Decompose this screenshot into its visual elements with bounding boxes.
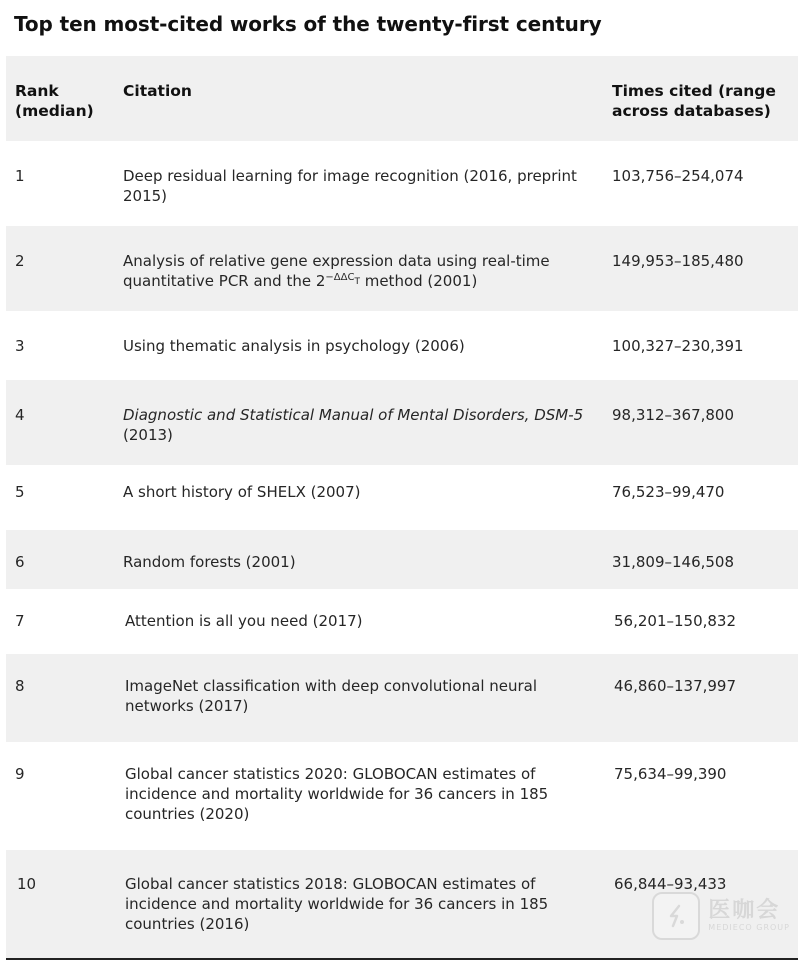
citation-text: Analysis of relative gene expression data using real-time quantitative PCR and the 2 xyxy=(123,252,550,290)
citation-italic-title: Diagnostic and Statistical Manual of Mental Disorders, DSM-5 xyxy=(123,406,584,424)
watermark xyxy=(652,892,790,940)
citation-cell: A short history of SHELX (2007) xyxy=(113,465,603,530)
watermark-main-text: 医咖会 xyxy=(708,898,781,923)
table-row xyxy=(6,380,798,465)
citation-cell: Global cancer statistics 2018: GLOBOCAN estimates of incidence and mortality worldwide for 36 cancers in 185 countries (2016) xyxy=(113,850,603,959)
medieco-logo-icon xyxy=(652,892,700,940)
times-cited-cell: 149,953–185,480 xyxy=(603,226,798,311)
rank-cell: 10 xyxy=(6,850,113,959)
header-rank xyxy=(6,56,113,141)
citation-superscript: −ΔΔCT xyxy=(325,272,360,287)
citation-cell: Deep residual learning for image recognition (2016, preprint 2015) xyxy=(113,141,603,226)
citation-cell: ImageNet classification with deep convolutional neural networks (2017) xyxy=(113,654,603,742)
times-cited-cell: 75,634–99,390 xyxy=(603,742,798,850)
rank-cell: 1 xyxy=(6,141,113,226)
citation-cell: Using thematic analysis in psychology (2006) xyxy=(113,311,603,380)
times-cited-cell: 31,809–146,508 xyxy=(603,530,798,589)
watermark-text xyxy=(708,899,790,933)
citation-cell: Random forests (2001) xyxy=(113,530,603,589)
header-times-cited xyxy=(603,56,798,141)
rank-cell: 4 xyxy=(6,380,113,465)
table-row xyxy=(6,226,798,311)
rank-cell: 9 xyxy=(6,742,113,850)
times-cited-cell: 66,844–93,433 xyxy=(603,850,798,959)
table-row xyxy=(6,465,798,530)
header-times-line2: across databases) xyxy=(612,102,771,120)
citation-cell xyxy=(113,226,603,311)
times-cited-cell: 100,327–230,391 xyxy=(603,311,798,380)
rank-cell: 2 xyxy=(6,226,113,311)
rank-cell: 5 xyxy=(6,465,113,530)
table-row xyxy=(6,141,798,226)
header-citation: Citation xyxy=(113,56,603,141)
table-row xyxy=(6,742,798,850)
table-row xyxy=(6,311,798,380)
times-cited-cell: 98,312–367,800 xyxy=(603,380,798,465)
rank-cell: 3 xyxy=(6,311,113,380)
header-rank-line1: Rank xyxy=(15,82,59,100)
times-cited-cell: 76,523–99,470 xyxy=(603,465,798,530)
times-cited-cell: 46,860–137,997 xyxy=(603,654,798,742)
rank-cell: 6 xyxy=(6,530,113,589)
rank-cell: 7 xyxy=(6,589,113,654)
rank-cell: 8 xyxy=(6,654,113,742)
table-title: Top ten most-cited works of the twenty-first century xyxy=(14,12,602,36)
header-rank-line2: (median) xyxy=(15,102,94,120)
citations-table xyxy=(6,56,798,960)
table-row xyxy=(6,589,798,654)
table-row xyxy=(6,530,798,589)
header-times-line1: Times cited (range xyxy=(612,82,776,100)
citation-suffix: method (2001) xyxy=(359,272,478,290)
citation-cell: Attention is all you need (2017) xyxy=(113,589,603,654)
times-cited-cell: 56,201–150,832 xyxy=(603,589,798,654)
table-row xyxy=(6,654,798,742)
citation-suffix: (2013) xyxy=(123,426,173,444)
table-header-row xyxy=(6,56,798,141)
times-cited-cell: 103,756–254,074 xyxy=(603,141,798,226)
citation-cell xyxy=(113,380,603,465)
citation-subscript: T xyxy=(354,277,360,287)
citation-cell: Global cancer statistics 2020: GLOBOCAN estimates of incidence and mortality worldwide for 36 cancers in 185 countries (2020) xyxy=(113,742,603,850)
watermark-sub-text: MEDIECO GROUP xyxy=(708,923,790,932)
